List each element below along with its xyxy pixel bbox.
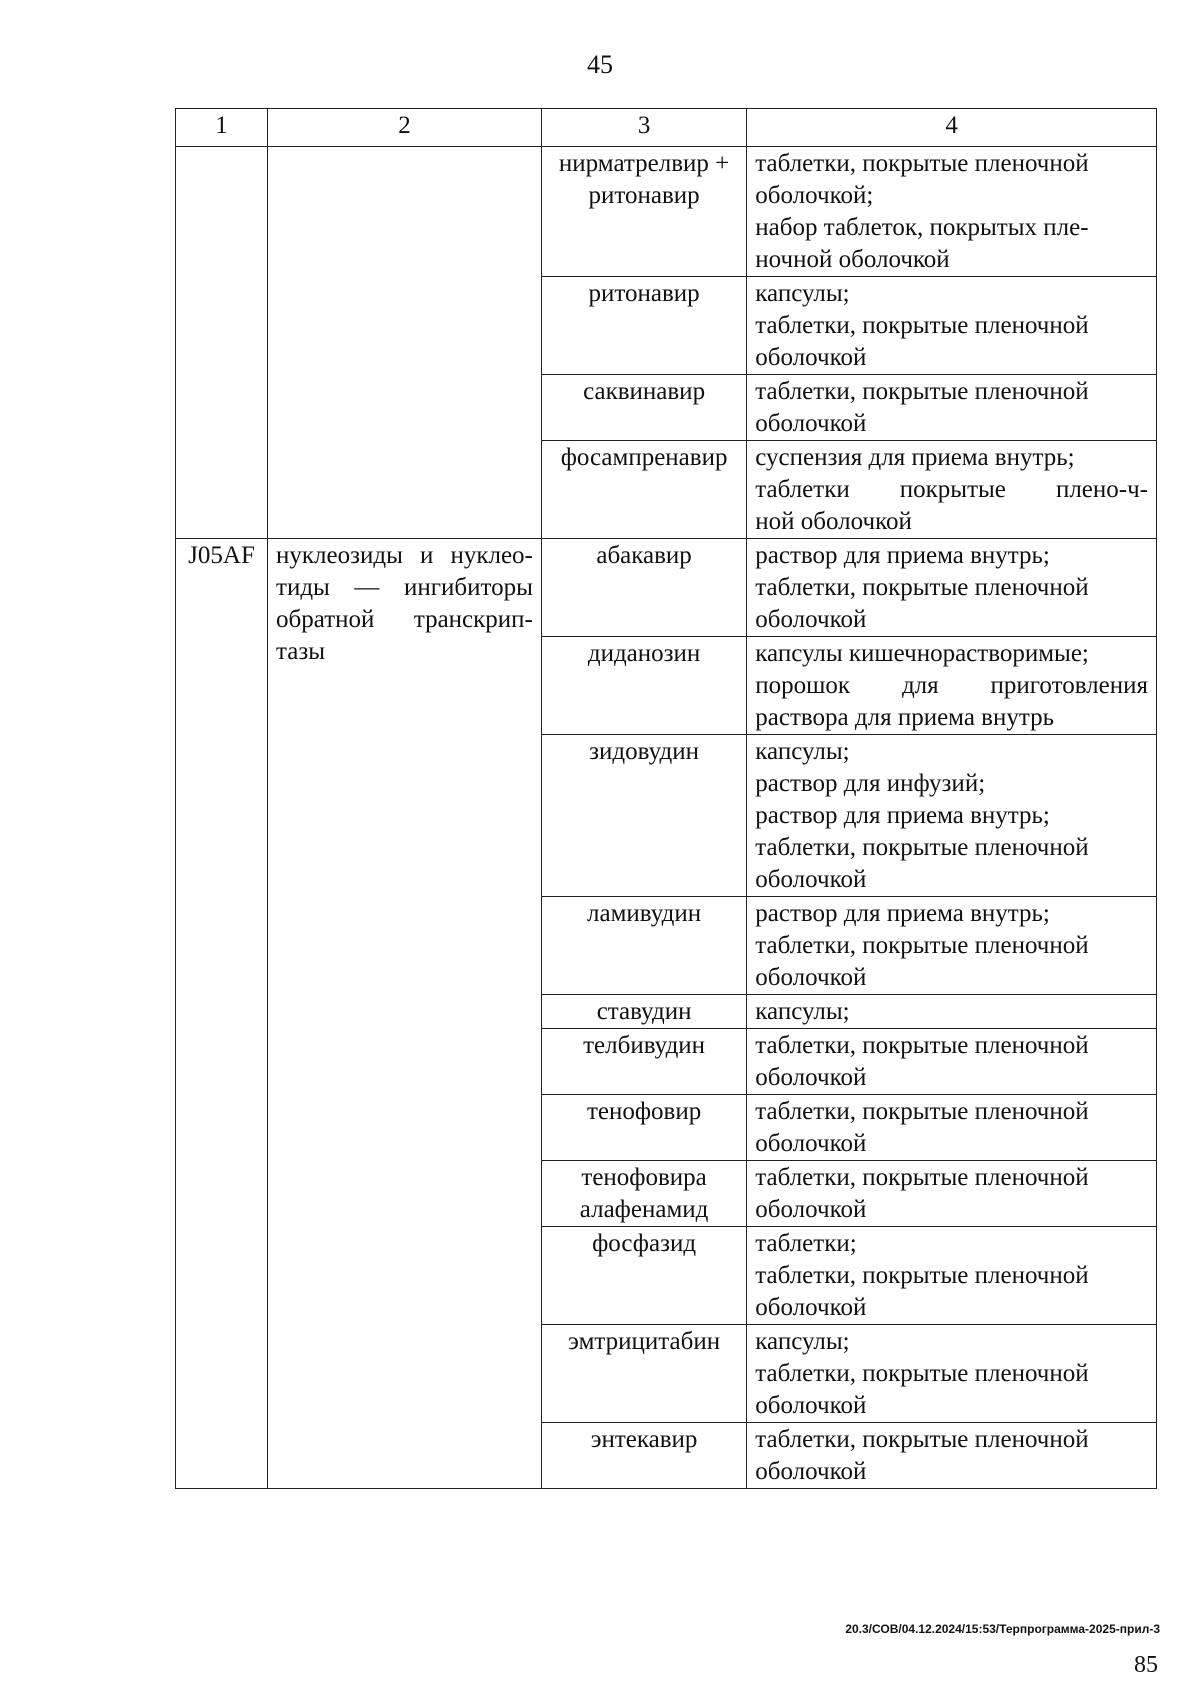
drug-name-cell: [541, 1161, 746, 1227]
dosage-form-line: таблетки, покрытые пленочной: [755, 150, 1089, 177]
drug-name-cell: [541, 277, 746, 375]
dosage-form-line: капсулы;: [755, 738, 850, 765]
group-name-line: обратной транскрип-: [276, 606, 533, 633]
dosage-form-line: таблетки, покрытые пленочной: [755, 1262, 1089, 1289]
group-cell-empty: [268, 147, 542, 539]
dosage-form-cell: [747, 1423, 1157, 1489]
dosage-form-line: таблетки, покрытые пленочной: [755, 378, 1089, 405]
dosage-form-line: капсулы;: [755, 280, 850, 307]
drug-name-cell: [541, 1095, 746, 1161]
dosage-form-cell: [747, 1161, 1157, 1227]
dosage-form-line: оболочкой: [755, 866, 867, 893]
drug-name-cell: [541, 1423, 746, 1489]
dosage-form-line: раствор для приема внутрь;: [755, 802, 1050, 829]
drug-name-line: тенофовир: [586, 1098, 702, 1125]
dosage-form-line: раствора для приема внутрь: [755, 704, 1054, 731]
page-number: 45: [587, 50, 613, 79]
table-header-row: [176, 109, 1157, 147]
dosage-form-line: раствор для приема внутрь;: [755, 900, 1050, 927]
dosage-form-cell: [747, 995, 1157, 1029]
table-row: [176, 539, 1157, 637]
dosage-form-line: таблетки покрытые плено-ч-: [755, 476, 1148, 503]
dosage-form-line: оболочкой: [755, 1294, 867, 1321]
dosage-form-line: капсулы;: [755, 1328, 850, 1355]
dosage-form-cell: [747, 1227, 1157, 1325]
drug-name-line: ритонавир: [588, 280, 700, 307]
atc-code: J05AF: [188, 542, 255, 569]
dosage-form-line: таблетки, покрытые пленочной: [755, 1426, 1089, 1453]
drug-name-line: телбивудин: [583, 1032, 706, 1059]
drug-name-line: тенофовира: [581, 1164, 707, 1191]
drug-name-cell: [541, 147, 746, 277]
code-cell-empty: [176, 147, 268, 539]
drug-name-line: диданозин: [587, 640, 701, 667]
drug-name-line: энтекавир: [590, 1426, 698, 1453]
dosage-form-line: оболочкой: [755, 1196, 867, 1223]
dosage-form-line: оболочкой: [755, 410, 867, 437]
dosage-form-cell: [747, 539, 1157, 637]
dosage-form-cell: [747, 735, 1157, 897]
drug-name-cell: [541, 995, 746, 1029]
dosage-form-line: оболочкой: [755, 1064, 867, 1091]
drug-name-cell: [541, 441, 746, 539]
dosage-form-cell: [747, 1029, 1157, 1095]
column-header-4: 4: [747, 109, 1157, 147]
drug-name-cell: [541, 897, 746, 995]
dosage-form-line: таблетки, покрытые пленочной: [755, 1032, 1089, 1059]
dosage-form-line: капсулы кишечнорастворимые;: [755, 640, 1089, 667]
dosage-form-line: таблетки;: [755, 1230, 857, 1257]
column-header-1: 1: [176, 109, 268, 147]
drug-name-line: нирматрелвир +: [558, 150, 730, 177]
dosage-form-line: ной оболочкой: [755, 508, 912, 535]
drug-name-cell: [541, 1227, 746, 1325]
group-name-line: тиды — ингибиторы: [276, 574, 533, 601]
atc-code-cell: [176, 539, 268, 1489]
drug-name-line: ставудин: [596, 998, 692, 1025]
dosage-form-cell: [747, 277, 1157, 375]
dosage-form-line: оболочкой: [755, 344, 867, 371]
dosage-form-line: таблетки, покрытые пленочной: [755, 932, 1089, 959]
drug-name-line: ламивудин: [587, 900, 702, 927]
document-reference: 20.3/СОВ/04.12.2024/15:53/Терпрограмма-2025-прил-3: [845, 1622, 1160, 1636]
dosage-form-line: капсулы;: [755, 998, 850, 1025]
drug-name-line: алафенамид: [579, 1196, 709, 1223]
drug-name-line: саквинавир: [583, 378, 706, 405]
drug-name-line: ритонавир: [588, 182, 700, 209]
column-header-2: 2: [268, 109, 542, 147]
dosage-form-line: ночной оболочкой: [755, 246, 950, 273]
drug-name-cell: [541, 1325, 746, 1423]
dosage-form-cell: [747, 1325, 1157, 1423]
group-name-line: нуклеозиды и нуклео-: [276, 542, 533, 569]
dosage-form-cell: [747, 375, 1157, 441]
drug-name-line: фосампренавир: [560, 444, 728, 471]
dosage-form-line: таблетки, покрытые пленочной: [755, 574, 1089, 601]
group-name-cell: [268, 539, 542, 1489]
dosage-form-cell: [747, 441, 1157, 539]
dosage-form-line: оболочкой: [755, 964, 867, 991]
drug-name-line: эмтрицитабин: [568, 1328, 721, 1355]
dosage-form-line: раствор для приема внутрь;: [755, 542, 1050, 569]
drug-name-cell: [541, 539, 746, 637]
drug-table: [175, 108, 1157, 1489]
dosage-form-cell: [747, 1095, 1157, 1161]
dosage-form-line: таблетки, покрытые пленочной: [755, 1164, 1089, 1191]
dosage-form-line: порошок для приготовления: [755, 672, 1148, 699]
dosage-form-line: таблетки, покрытые пленочной: [755, 1098, 1089, 1125]
dosage-form-cell: [747, 897, 1157, 995]
group-name-line: тазы: [276, 638, 326, 665]
dosage-form-line: оболочкой: [755, 1392, 867, 1419]
dosage-form-line: таблетки, покрытые пленочной: [755, 834, 1089, 861]
drug-name-cell: [541, 1029, 746, 1095]
dosage-form-line: оболочкой: [755, 1458, 867, 1485]
dosage-form-cell: [747, 637, 1157, 735]
dosage-form-line: суспензия для приема внутрь;: [755, 444, 1075, 471]
table-row: [176, 147, 1157, 277]
drug-name-line: абакавир: [596, 542, 692, 569]
drug-name-cell: [541, 375, 746, 441]
dosage-form-line: раствор для инфузий;: [755, 770, 986, 797]
drug-name-cell: [541, 735, 746, 897]
dosage-form-line: оболочкой: [755, 1130, 867, 1157]
dosage-form-cell: [747, 147, 1157, 277]
dosage-form-line: оболочкой: [755, 606, 867, 633]
column-header-3: 3: [541, 109, 746, 147]
sheet-number: 85: [1134, 1652, 1158, 1678]
dosage-form-line: таблетки, покрытые пленочной: [755, 312, 1089, 339]
dosage-form-line: оболочкой;: [755, 182, 874, 209]
drug-name-line: фосфазид: [592, 1230, 697, 1257]
drug-name-cell: [541, 637, 746, 735]
drug-name-line: зидовудин: [589, 738, 699, 765]
dosage-form-line: таблетки, покрытые пленочной: [755, 1360, 1089, 1387]
dosage-form-line: набор таблеток, покрытых пле-: [755, 214, 1089, 241]
